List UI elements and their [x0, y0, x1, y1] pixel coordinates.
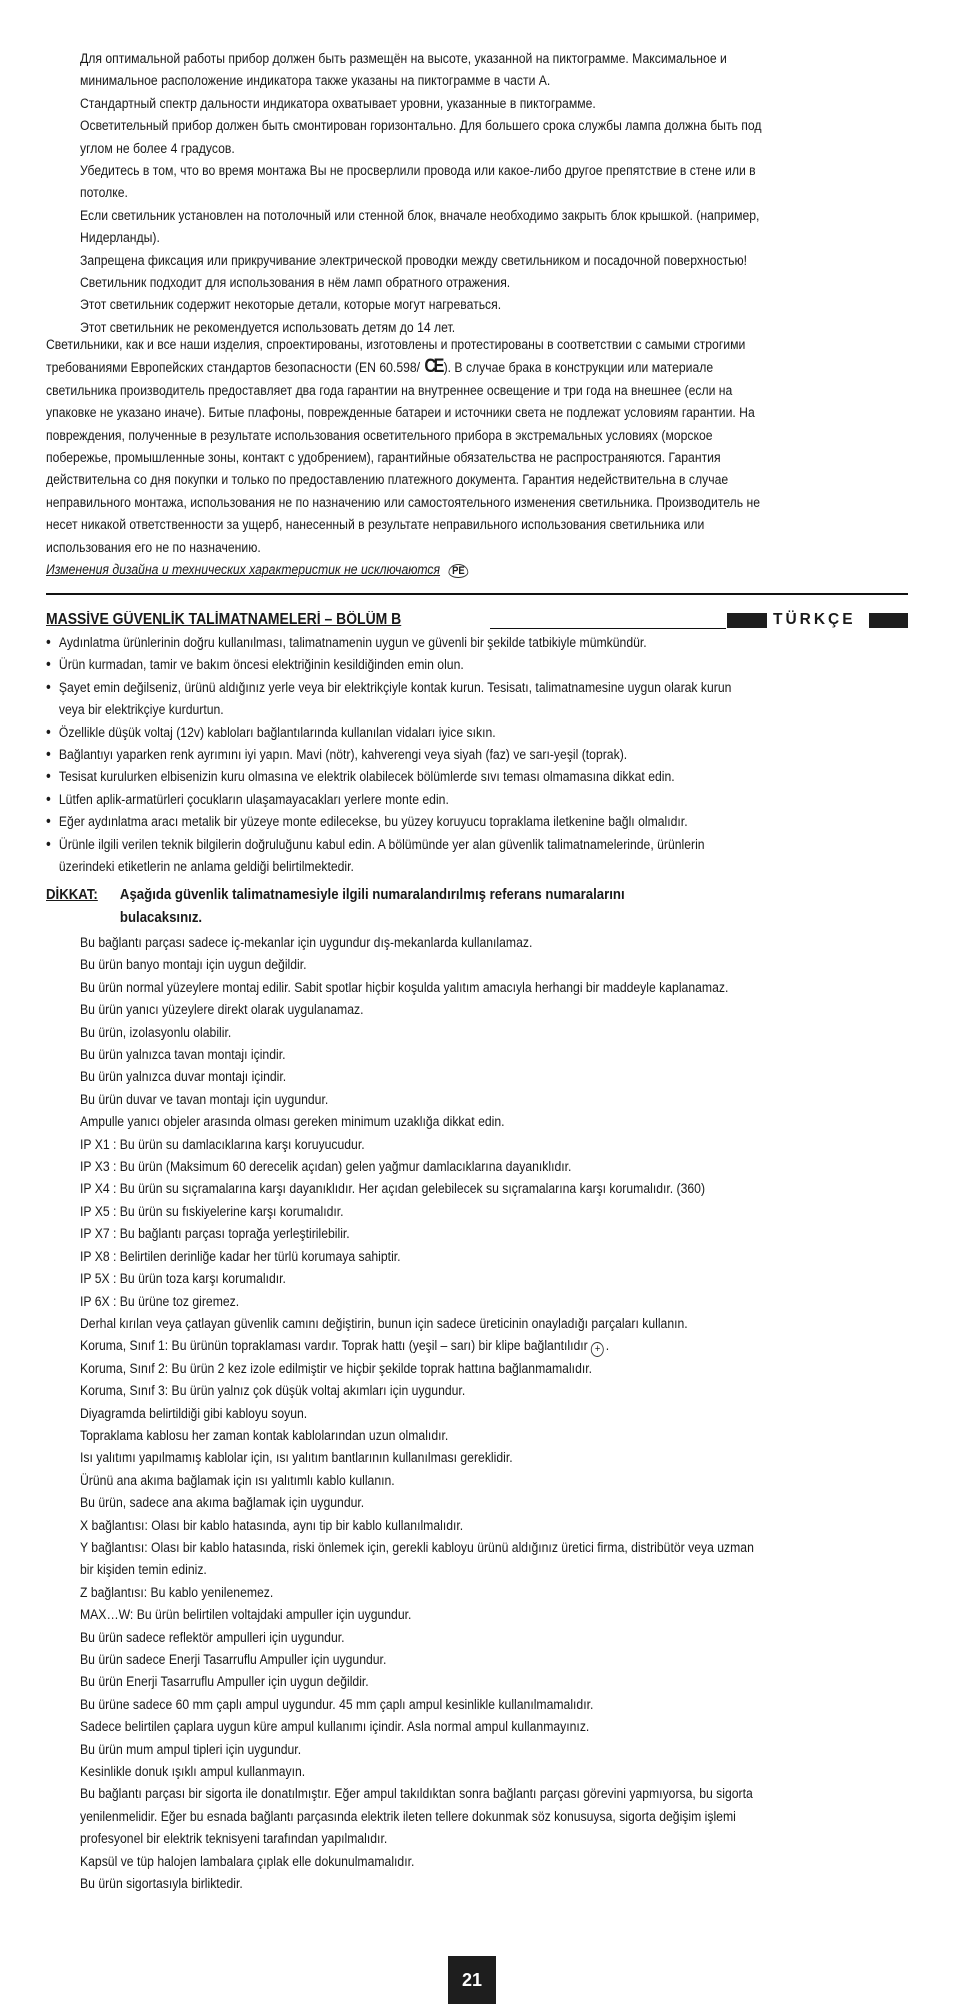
bullet-item: • Bağlantıyı yaparken renk ayrımını iyi yapın. Mavi (nötr), kahverengi veya siyah (faz) ve sarı-yeşil (toprak). — [46, 744, 940, 766]
list-item: IP X7 : Bu bağlantı parçası toprağa yerleştirilebilir. — [80, 1226, 350, 1243]
list-item: Ürünü ana akıma bağlamak için ısı yalıtımlı kablo kullanın. — [80, 1472, 395, 1489]
list-item: Diyagramda belirtildiği gibi kabloyu soyun. — [80, 1405, 308, 1422]
list-item: Koruma, Sınıf 3: Bu ürün yalnız çok düşük voltaj akımları için uygundur. — [80, 1383, 466, 1400]
warning-label: DİKKAT: — [46, 886, 98, 903]
list-item: светильника производитель предоставляет два года гарантии на внутреннее освещение и три года на внешнее (если на — [46, 382, 733, 399]
list-item: Topraklama kablosu her zaman kontak kablolarından uzun olmalıdır. — [80, 1427, 449, 1444]
bullet-item: • Özellikle düşük voltaj (12v) kabloları bağlantılarında kullanılan vidaları iyice sıkın. — [46, 722, 940, 744]
page-number: 21 — [448, 1956, 496, 2004]
list-item: Bu ürün, izolasyonlu olabilir. — [80, 1024, 232, 1041]
ru-warranty — [46, 334, 945, 581]
bullet-item: • Ürünle ilgili verilen teknik bilgilerin doğruluğunu kabul edin. A bölümünde yer alan güvenlik talimatnamelerinde, ürünlerin üzerindeki etiketlerin ne anlama geldiği belirtilmektedir. — [46, 834, 940, 879]
list-item: Koruma, Sınıf 2: Bu ürün 2 kez izole edilmiştir ve hiçbir şekilde toprak hattına bağlanmamalıdır. — [80, 1360, 593, 1377]
list-item: Bu ürün Enerji Tasarruflu Ampuller için uygun değildir. — [80, 1674, 369, 1691]
list-item: Bu ürüne sadece 60 mm çaplı ampul uygundur. 45 mm çaplı ampul kesinlikle kullanılmamalıdır. — [80, 1696, 594, 1713]
list-item: Kapsül ve tüp halojen lambalara çıplak elle dokunulmamalıdır. — [80, 1853, 415, 1870]
list-item: Kesinlikle donuk ışıklı ampul kullanmayın. — [80, 1764, 306, 1781]
list-item: Bu ürün yanıcı yüzeylere direkt olarak uygulanamaz. — [80, 1002, 364, 1019]
list-item: IP X3 : Bu ürün (Maksimum 60 derecelik açıdan) gelen yağmur damlacıklarına dayanıklıdır. — [80, 1159, 572, 1176]
warning-block — [46, 884, 935, 929]
bullet-item: • Şayet emin değilseniz, ürünü aldığınız yerle veya bir elektrikçiyle kontak kurun. Tesisatı, talimatnamesine uygun olarak kurun veya bir elektrikçiye kurdurtun. — [46, 677, 940, 722]
list-item: IP 5X : Bu ürün toza karşı korumalıdır. — [80, 1271, 286, 1288]
language-bar-left — [727, 613, 767, 628]
list-item: Осветительный прибор должен быть смонтирован горизонтально. Для большего срока службы лампа должна быть под — [80, 118, 762, 135]
bullet-item: • Tesisat kurulurken elbisenizin kuru olmasına ve elektrik olabilecek bölümlerde sıvı teması olmamasına dikkat edin. — [46, 766, 940, 788]
list-item: Этот светильник не рекомендуется использовать детям до 14 лет. — [80, 319, 456, 336]
list-item: Bu bağlantı parçası bir sigorta ile donatılmıştır. Eğer ampul takıldıktan sonra bağlantı parçası görevini yapmıyorsa, bu sigorta — [80, 1786, 753, 1803]
list-item: IP X8 : Belirtilen derinliğe kadar her türlü korumaya sahiptir. — [80, 1248, 401, 1265]
bullet-item: • Ürün kurmadan, tamir ve bakım öncesi elektriğinin kesildiğinden emin olun. — [46, 654, 940, 676]
ru-instructions — [80, 48, 940, 339]
list-item: Bu ürün yalnızca duvar montajı içindir. — [80, 1069, 287, 1086]
list-item: повреждения, полученные в результате использования осветительного прибора в экстремальных условиях (морское — [46, 427, 713, 444]
list-item: IP X4 : Bu ürün su sıçramalarına karşı dayanıklıdır. Her açıdan gelebilecek su sıçramalarına karşı korumalıdır. (360) — [80, 1181, 706, 1198]
list-item: Y bağlantısı: Olası bir kablo hatasında, riski önlemek için, gerekli kabloyu ürünü aldığınız üretici firma, distribütör veya uzman — [80, 1539, 754, 1556]
list-item: действительна со дня покупки и только по предоставлению платежного документа. Гарантия недействительна в случае — [46, 472, 729, 489]
list-item: упаковке не указано иначе). Битые плафоны, поврежденные батареи и источники света не подлежат условиям гарантии. На — [46, 405, 755, 422]
language-bar-right — [869, 613, 908, 628]
list-item: Isı yalıtımı yapılmamış kablolar için, ısı yalıtım bantlarının kullanılması gereklidir. — [80, 1450, 513, 1467]
list-item: Нидерланды). — [80, 230, 160, 247]
ce-mark-icon: CE — [424, 356, 442, 378]
list-item: Светильник подходит для использования в нём ламп обратного отражения. — [80, 275, 511, 292]
list-item: Bu ürün banyo montajı için uygun değildir. — [80, 957, 307, 974]
list-item: Если светильник установлен на потолочный или стенной блок, вначале необходимо закрыть блок крышкой. (например, — [80, 207, 760, 224]
list-item: Ampulle yanıcı objeler arasında olması gereken minimum uzaklığa dikkat edin. — [80, 1114, 505, 1131]
list-item: побережье, промышленные зоны, контакт с удобрением), гарантийные обязательства не распространяются. Гарантия — [46, 450, 721, 467]
list-item: Z bağlantısı: Bu kablo yenilenemez. — [80, 1584, 274, 1601]
list-item: profesyonel bir elektrik teknisyeni tarafından yapılmalıdır. — [80, 1831, 388, 1848]
list-item: неправильного монтажа, использования не по назначению или самостоятельного изменения светильника. Производитель не — [46, 494, 761, 511]
list-item: минимальное расположение индикатора также указаны на пиктограмме в части А. — [80, 73, 551, 90]
list-item: Запрещена фиксация или прикручивание электрической проводки между светильником и посадочной поверхностью! — [80, 252, 748, 269]
section-title: MASSİVE GÜVENLİK TALİMATNAMELERİ – BÖLÜM B — [46, 611, 402, 628]
list-item: несет никакой ответственности за ущерб, нанесенный в результате неправильного использования светильника или — [46, 517, 705, 534]
list-item: Derhal kırılan veya çatlayan güvenlik camını değiştirin, bunun için sadece üreticinin onayladığı parçaları kullanın. — [80, 1315, 688, 1332]
bullet-item: • Aydınlatma ürünlerinin doğru kullanılması, talimatnamenin uygun ve güvenli bir şekilde tatbikiyle mümkündür. — [46, 632, 940, 654]
list-item: потолке. — [80, 185, 128, 202]
list-item: Стандартный спектр дальности индикатора охватывает уровни, указанные в пиктограмме. — [80, 95, 596, 112]
design-change-note: Изменения дизайна и технических характеристик не исключаются PE — [46, 559, 945, 581]
recycling-icon: PE — [449, 564, 469, 578]
list-item: Sadece belirtilen çaplara uygun küre ampul kullanımı içindir. Asla normal ampul kullanmayınız. — [80, 1719, 590, 1736]
tr-reference-list — [80, 932, 940, 1895]
list-item: Bu ürün yalnızca tavan montajı içindir. — [80, 1047, 286, 1064]
language-label: TÜRKÇE — [773, 611, 856, 628]
warranty-rest — [46, 380, 945, 559]
list-item: Bu ürün sadece reflektör ampulleri için uygundur. — [80, 1629, 345, 1646]
list-item: углом не более 4 градусов. — [80, 140, 235, 157]
list-item: Bu ürün mum ampul tipleri için uygundur. — [80, 1741, 302, 1758]
list-item: использования его не по назначению. — [46, 539, 261, 556]
list-item: Bu ürün, sadece ana akıma bağlamak için uygundur. — [80, 1495, 365, 1512]
warning-text: Aşağıda güvenlik talimatnamesiyle ilgili numaralandırılmış referans numaralarını bulacaksınız. — [119, 886, 625, 926]
title-underline — [490, 628, 726, 629]
bullet-item: • Eğer aydınlatma aracı metalik bir yüzeye monte edilecekse, bu yüzey koruyucu topraklama iletkenine bağlı olmalıdır. — [46, 811, 940, 833]
list-item: MAX…W: Bu ürün belirtilen voltajdaki ampuller için uygundur. — [80, 1607, 412, 1624]
section-divider — [46, 593, 908, 595]
list-item: Bu bağlantı parçası sadece iç-mekanlar için uygundur dış-mekanlarda kullanılamaz. — [80, 935, 533, 951]
list-item: IP 6X : Bu ürüne toz giremez. — [80, 1293, 240, 1310]
list-item: Bu ürün sigortasıyla birliktedir. — [80, 1876, 243, 1893]
list-item: Для оптимальной работы прибор должен быть размещён на высоте, указанной на пиктограмме. Максимальное и — [80, 51, 727, 67]
earth-ground-icon: + — [591, 1342, 604, 1357]
warranty-line: требованиями Европейских стандартов безопасности (EN 60.598/ CE ). В случае брака в конструкции или материале — [46, 356, 714, 378]
tr-bullet-list — [46, 632, 940, 878]
list-item: X bağlantısı: Olası bir kablo hatasında, aynı tip bir kablo kullanılmalıdır. — [80, 1517, 464, 1534]
list-item: Koruma, Sınıf 1: Bu ürünün topraklaması vardır. Toprak hattı (yeşil – sarı) bir klipe bağlantılıdır + . — [80, 1338, 610, 1356]
bullet-item: • Lütfen aplik-armatürleri çocukların ulaşamayacakları yerlere monte edin. — [46, 789, 940, 811]
list-item: Bu ürün sadece Enerji Tasarruflu Ampuller için uygundur. — [80, 1652, 387, 1668]
warranty-line: Светильники, как и все наши изделия, спроектированы, изготовлены и протестированы в соответствии с самыми строгими — [46, 337, 746, 353]
list-item: bir kişiden temin ediniz. — [80, 1562, 207, 1579]
list-item: yenilenmelidir. Eğer bu esnada bağlantı parçasında elektrik ileten tellere dokunmak söz konusuysa, sigorta değişim işlemi — [80, 1808, 736, 1825]
list-item: Этот светильник содержит некоторые детали, которые могут нагреваться. — [80, 297, 502, 314]
list-item: Bu ürün duvar ve tavan montajı için uygundur. — [80, 1091, 329, 1108]
list-item: Убедитесь в том, что во время монтажа Вы не просверлили провода или какое-либо другое препятствие в стене или в — [80, 163, 756, 180]
list-item: IP X1 : Bu ürün su damlacıklarına karşı koruyucudur. — [80, 1136, 365, 1153]
list-item: IP X5 : Bu ürün su fıskiyelerine karşı korumalıdır. — [80, 1203, 344, 1220]
list-item: Bu ürün normal yüzeylere montaj edilir. Sabit spotlar hiçbir koşulda yalıtım amacıyla herhangi bir maddeyle kaplanamaz. — [80, 979, 729, 996]
